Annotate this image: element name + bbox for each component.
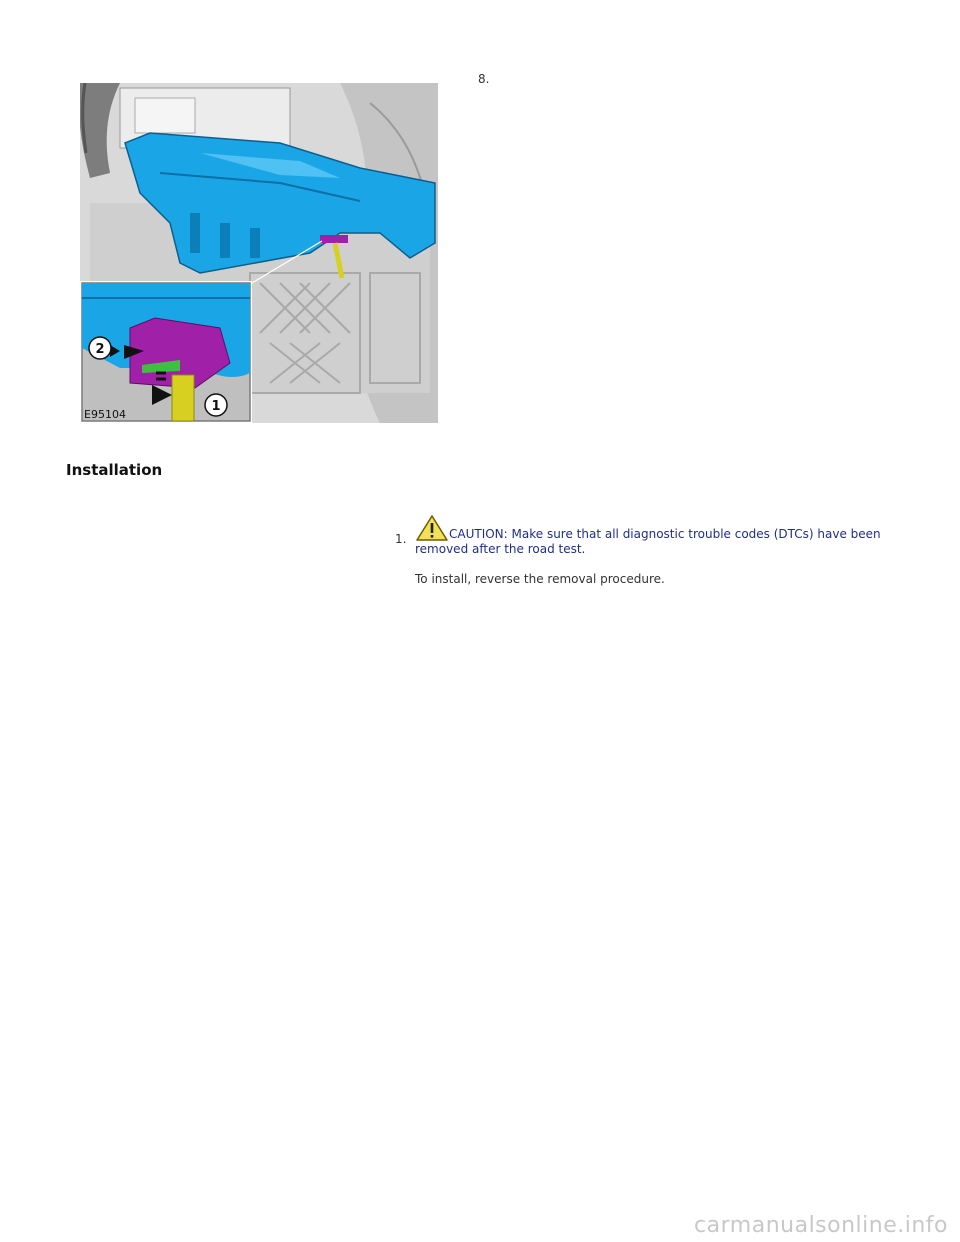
warning-triangle-icon <box>415 514 449 542</box>
step-number: 8. <box>478 72 490 86</box>
callout-2: 2 <box>95 342 105 357</box>
watermark: carmanualsonline.info <box>694 1213 948 1238</box>
figure-code: E95104 <box>84 408 126 421</box>
callout-1: 1 <box>211 399 221 414</box>
caution-text: CAUTION: Make sure that all diagnostic trouble codes (DTCs) have been removed after the road test. <box>415 527 881 556</box>
instruction-text: To install, reverse the removal procedure. <box>415 572 665 586</box>
step-number: 1. <box>395 532 407 546</box>
caution-note <box>415 514 895 557</box>
section-heading: Installation <box>66 461 163 479</box>
procedure-illustration <box>80 83 438 423</box>
